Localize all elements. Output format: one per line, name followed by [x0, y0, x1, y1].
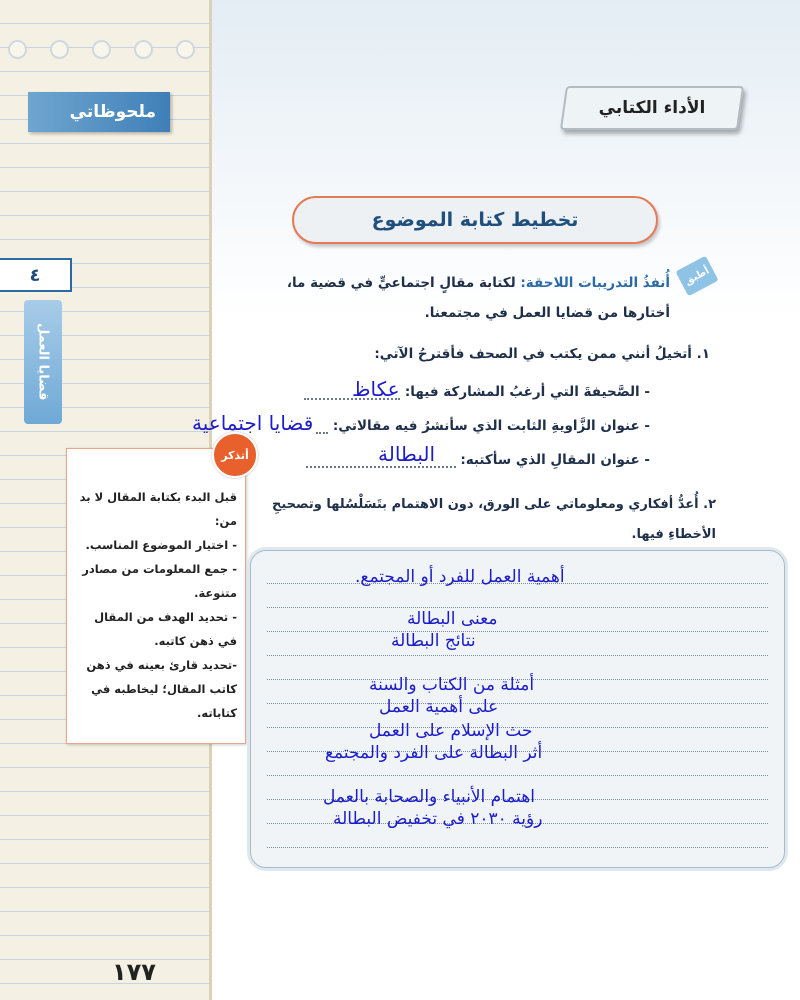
- remember-line: قبل البدء بكتابة المقال لا بد من:: [79, 490, 237, 528]
- remember-line: -تحديد قارئ بعينه في ذهن كاتب المقال؛ ليخاطبه في كتاباته.: [86, 658, 237, 720]
- question-1-prompt: ١. أتخيلُ أنني ممن يكتب في الصحف فأقترحُ الآتي:: [374, 346, 710, 362]
- binder-rings: [8, 40, 208, 60]
- item-label: - الصَّحيفةَ التي أرغبُ المشاركة فيها:: [404, 384, 650, 400]
- handwritten-answer: على أهمية العمل: [379, 697, 499, 717]
- handwritten-answer: اهتمام الأنبياء والصحابة بالعمل: [323, 787, 535, 807]
- handwritten-answer: البطالة: [378, 442, 436, 466]
- answer-rule: [267, 655, 768, 656]
- binder-ring-icon: [50, 40, 69, 59]
- answer-blank[interactable]: [316, 422, 328, 434]
- lesson-title: تخطيط كتابة الموضوع: [292, 196, 658, 244]
- answer-rule: [267, 775, 768, 776]
- remember-line: - جمع المعلومات من مصادر متنوعة.: [82, 562, 237, 600]
- item-label: - عنوان الزَّاويةِ الثابت الذي سأنشرُ فيه مقالاتي:: [332, 418, 650, 434]
- handwritten-answer: قضايا اجتماعية: [192, 411, 314, 435]
- binder-ring-icon: [8, 40, 27, 59]
- handwritten-answer: نتائج البطالة: [391, 631, 476, 651]
- answer-rule: [267, 703, 768, 704]
- intro-lead: أُنفذُ التدريبات اللاحقة:: [520, 275, 670, 291]
- remember-line: - تحديد الهدف من المقال في ذهن كاتبه.: [94, 610, 237, 648]
- answer-rule: [267, 847, 768, 848]
- question-1-item: [306, 452, 650, 468]
- remember-line: - اختيار الموضوع المناسب.: [85, 538, 237, 552]
- handwritten-answer: رؤية ٢٠٣٠ في تخفيض البطالة: [333, 809, 543, 829]
- answer-rule: [267, 631, 768, 632]
- handwritten-answer: أمثلة من الكتاب والسنة: [369, 675, 535, 695]
- handwritten-answer: عكاظ: [352, 377, 400, 401]
- handwritten-answer: أهمية العمل للفرد أو المجتمع.: [355, 567, 565, 587]
- handwritten-answer: حث الإسلام على العمل: [369, 721, 533, 741]
- binder-ring-icon: [92, 40, 111, 59]
- page-number: ١٧٧: [112, 958, 156, 986]
- remember-badge: أتذكر: [212, 432, 258, 478]
- answer-rule: [267, 607, 768, 608]
- question-2-prompt: ٢. أُعدُّ أفكاري ومعلوماتي على الورق، دون الاهتمام بتَسَلْسُلها وتصحيحِ الأخطاءِ فيها.: [272, 497, 716, 542]
- question-1-item: [316, 418, 650, 434]
- unit-number: ٤: [0, 258, 72, 292]
- unit-label-text: قضايا العمل: [35, 323, 51, 401]
- apply-badge: أطبق: [675, 256, 718, 297]
- handwritten-answer: أثر البطالة على الفرد والمجتمع: [325, 743, 543, 763]
- unit-label-badge: [24, 300, 62, 424]
- item-label: - عنوان المقالِ الذي سأكتبه:: [460, 452, 650, 468]
- intro-text: لكتابة مقالٍ اجتماعيٍّ في قضية ما، أختارها من قضايا العمل في مجتمعنا.: [286, 275, 670, 321]
- binder-ring-icon: [176, 40, 195, 59]
- remember-card: [66, 448, 246, 744]
- binder-ring-icon: [134, 40, 153, 59]
- intro-paragraph: [246, 268, 670, 328]
- notes-tab-label: ملحوظاتي: [28, 92, 170, 132]
- answer-box[interactable]: [250, 550, 785, 868]
- section-title: الأداء الكتابي: [598, 98, 706, 118]
- handwritten-answer: معنى البطالة: [407, 609, 498, 629]
